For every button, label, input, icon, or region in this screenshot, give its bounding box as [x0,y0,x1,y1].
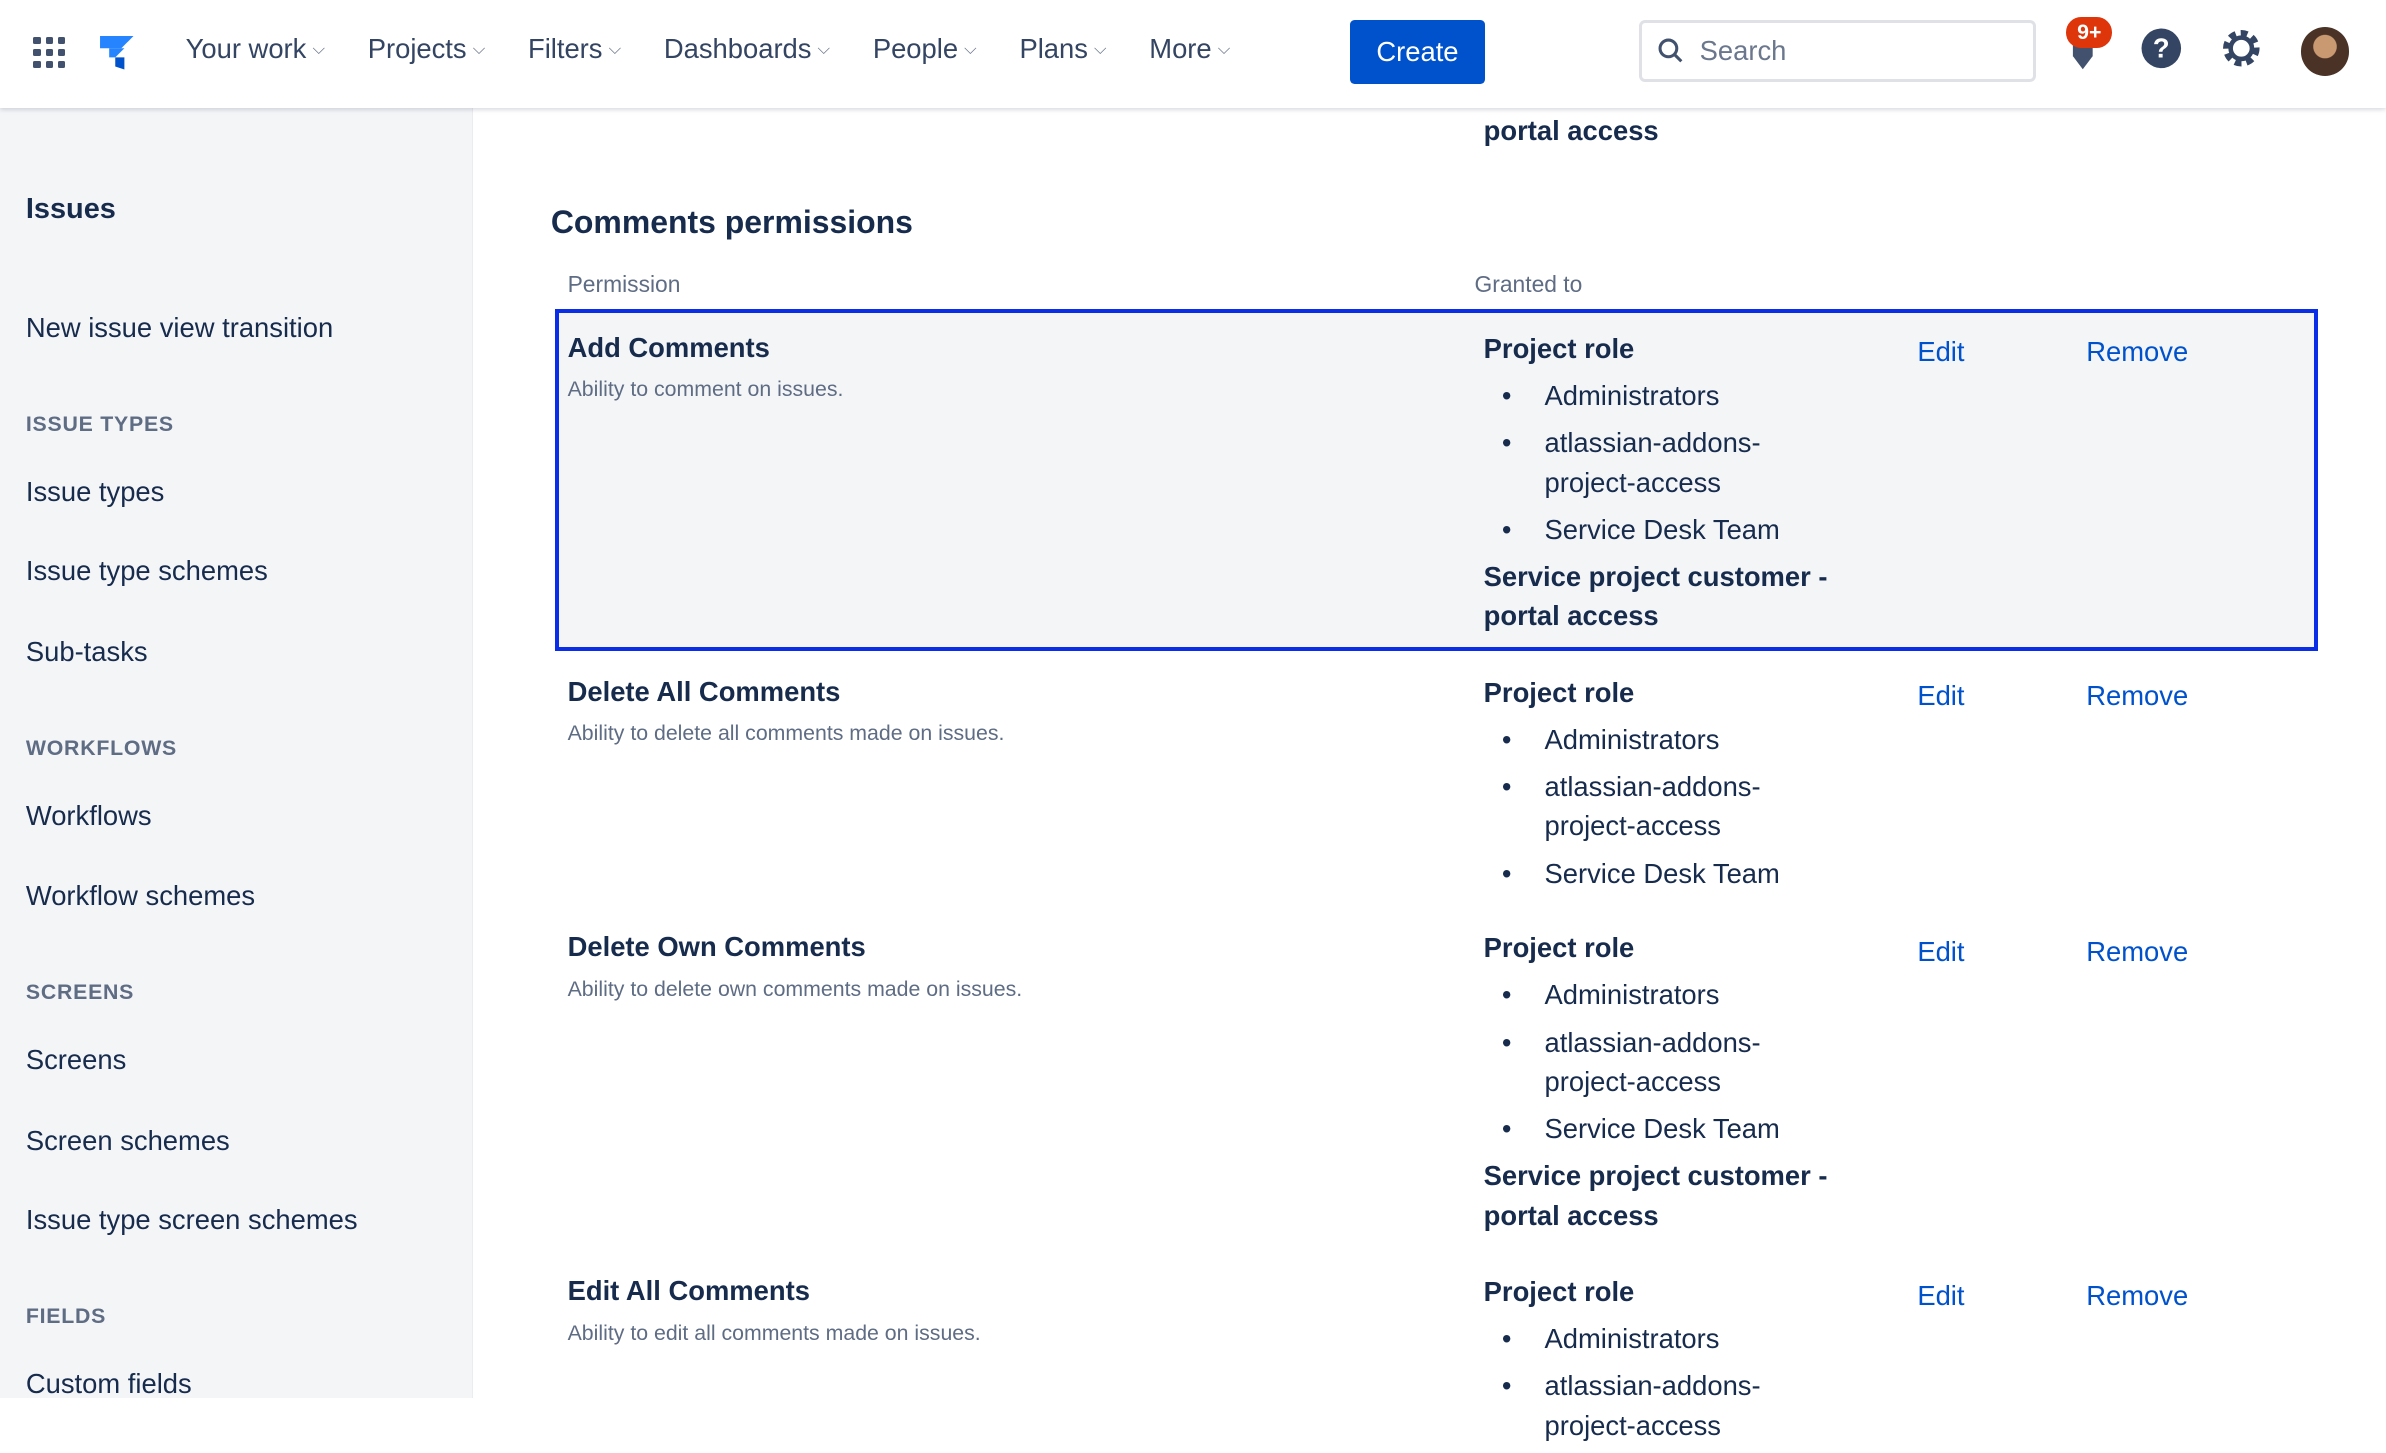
remove-link[interactable]: Remove [2086,935,2189,967]
nav-label: More [1149,33,1212,65]
chevron-down-icon: ⌵ [472,39,486,59]
edit-link[interactable]: Edit [1917,336,1965,368]
role-item: • atlassian-addons-project-access [1545,1366,1804,1445]
top-navigation [0,0,2386,108]
role-item: • atlassian-addons-project-access [1545,423,1804,502]
permission-name: Delete All Comments [567,675,841,707]
column-header-permission: Permission [567,270,681,297]
sidebar-item-custom-fields[interactable]: Custom fields [25,1367,192,1399]
sidebar-heading: WORKFLOWS [25,736,178,761]
remove-link[interactable]: Remove [2086,336,2189,368]
search-placeholder: Search [1699,34,1787,66]
sidebar-item-transition[interactable]: New issue view transition [25,311,334,343]
nav-label: Projects [367,33,467,65]
grant-type: Project role [1483,676,1635,708]
nav-your-work[interactable] [186,33,325,65]
role-item: • atlassian-addons-project-access [1545,767,1804,846]
permission-name: Delete Own Comments [567,931,866,963]
role-item: • Administrators [1545,1319,1865,1359]
search-icon [1657,37,1684,64]
nav-plans[interactable] [1019,33,1106,65]
permission-description: Ability to comment on issues. [567,377,844,402]
notification-badge: 9+ [2066,17,2112,48]
highlighted-row [555,309,2317,651]
app-switcher-icon[interactable] [33,37,65,69]
help-icon[interactable] [2140,27,2183,70]
sidebar-item-screen-schemes[interactable]: Screen schemes [25,1124,230,1156]
sidebar-heading: ISSUE TYPES [25,412,174,437]
chevron-down-icon: ⌵ [1094,39,1107,59]
sidebar-item-screens[interactable]: Screens [25,1043,127,1075]
grant-type: Project role [1483,1276,1635,1308]
user-avatar[interactable] [2301,27,2350,76]
sidebar-title: Issues [25,193,116,226]
sidebar-item-issue-type-screen-schemes[interactable]: Issue type screen schemes [25,1203,358,1235]
sidebar [0,108,473,1398]
role-item: • Service Desk Team [1545,510,1865,550]
remove-link[interactable]: Remove [2086,1279,2189,1311]
sidebar-heading: SCREENS [25,979,135,1004]
permission-description: Ability to delete own comments made on issues. [567,976,1023,1001]
nav-label: Your work [185,33,307,65]
jira-logo-icon[interactable] [97,33,137,73]
granted-to [1484,673,1864,901]
chevron-down-icon: ⌵ [608,39,622,59]
chevron-down-icon: ⌵ [964,39,977,59]
edit-link[interactable]: Edit [1917,680,1965,712]
nav-more[interactable] [1149,33,1230,65]
nav-dashboards[interactable] [664,33,830,65]
previous-grant-tail: portal access [1483,115,1659,147]
permission-description: Ability to edit all comments made on issues. [567,1320,981,1345]
search-input[interactable] [1639,20,2036,82]
nav-label: Dashboards [663,33,812,65]
edit-link[interactable]: Edit [1917,935,1965,967]
sidebar-item-issue-type-schemes[interactable]: Issue type schemes [25,555,268,587]
grant-type: Project role [1483,332,1635,364]
svg-text:?: ? [2152,32,2170,64]
role-item: • Administrators [1545,975,1865,1015]
sidebar-item-sub-tasks[interactable]: Sub-tasks [25,636,148,668]
permission-description: Ability to delete all comments made on issues. [567,721,1005,746]
chevron-down-icon: ⌵ [1217,39,1231,59]
chevron-down-icon: ⌵ [312,39,326,59]
nav-projects[interactable] [368,33,486,65]
granted-to [1484,329,1864,636]
nav-people[interactable] [873,33,977,65]
role-item: • Service Desk Team [1545,1109,1865,1149]
permission-name: Edit All Comments [567,1275,810,1307]
sidebar-item-issue-types[interactable]: Issue types [25,476,165,508]
nav-label: People [872,33,959,65]
sidebar-item-workflows[interactable]: Workflows [25,800,152,832]
sidebar-item-workflow-schemes[interactable]: Workflow schemes [25,879,256,911]
granted-to [1484,928,1864,1235]
nav-label: Filters [527,33,603,65]
chevron-down-icon: ⌵ [817,39,831,59]
section-title: Comments permissions [550,203,913,240]
nav-label: Plans [1019,33,1088,65]
settings-gear-icon[interactable] [2220,27,2263,70]
create-button[interactable]: Create [1350,20,1485,84]
sidebar-heading: FIELDS [25,1304,107,1329]
main-nav [186,33,1273,65]
role-item: • Service Desk Team [1545,854,1865,894]
grant-type: Project role [1483,932,1635,964]
column-header-granted-to: Granted to [1474,270,1583,297]
nav-filters[interactable] [528,33,621,65]
permission-name: Add Comments [567,331,770,363]
remove-link[interactable]: Remove [2086,680,2189,712]
edit-link[interactable]: Edit [1917,1279,1965,1311]
granted-to [1484,1272,1864,1453]
grant-type: Service project customer - portal access [1483,560,1828,632]
role-item: • Administrators [1545,720,1865,760]
role-item: • atlassian-addons-project-access [1545,1023,1804,1102]
role-item: • Administrators [1545,376,1865,416]
grant-type: Service project customer - portal access [1483,1160,1828,1231]
